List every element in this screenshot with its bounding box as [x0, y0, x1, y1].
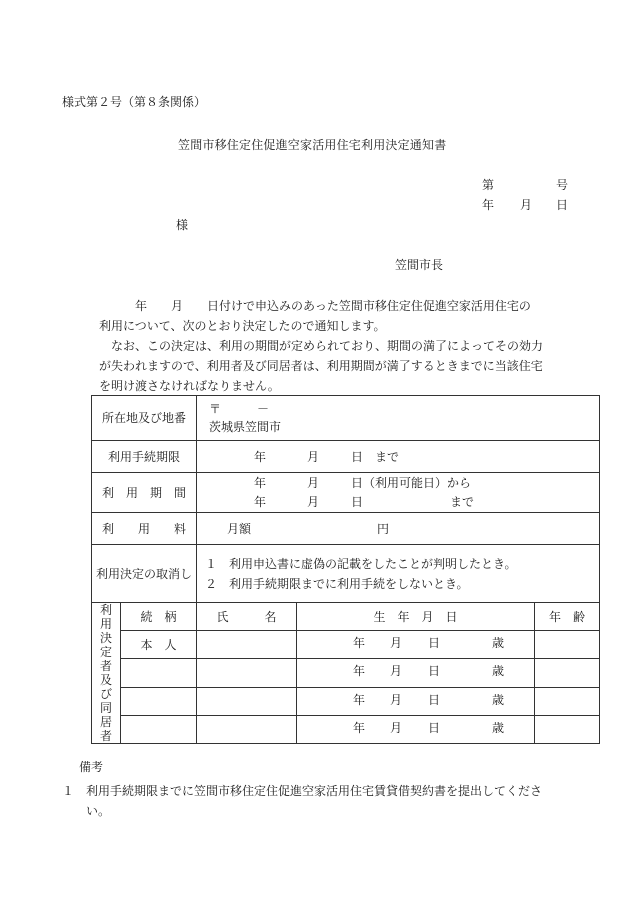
residents-side-label: [92, 603, 121, 744]
issuer: 笠間市長: [395, 258, 444, 272]
period-end-month: 月: [307, 495, 320, 509]
side-char: 同: [99, 701, 112, 715]
location-value: [197, 396, 600, 441]
cancel-condition-1: １ 利用申込書に虚偽の記載をしたことが判明したとき。: [205, 556, 517, 571]
location-label: 所在地及び地番: [92, 396, 197, 441]
birth-month: 月: [390, 664, 403, 679]
residents-header-row: [92, 603, 600, 631]
location-row: [92, 396, 600, 441]
age-unit: 歳: [492, 664, 505, 679]
side-char: び: [99, 687, 112, 701]
birthdate-cell: [297, 687, 535, 715]
period-end-day: 日: [351, 495, 364, 509]
table-row: [92, 687, 600, 715]
side-char: 決: [99, 631, 112, 645]
relation-cell: [121, 715, 197, 743]
age-unit: 歳: [492, 692, 505, 707]
name-cell: [197, 659, 297, 687]
deadline-value: [197, 441, 600, 473]
age-header: 年 齢: [535, 603, 600, 631]
side-char: 居: [99, 715, 112, 729]
address: 茨城県笠間市: [209, 420, 282, 434]
birth-year: 年: [353, 692, 366, 707]
birth-year: 年: [353, 720, 366, 735]
notice-body: [99, 296, 559, 396]
side-char: 定: [99, 645, 112, 659]
doc-number-suffix: 号: [556, 178, 569, 192]
name-cell: [197, 631, 297, 659]
period-value: [197, 473, 600, 513]
side-char: 者: [99, 659, 112, 673]
body-line: を明け渡さなければなりません。: [99, 379, 280, 393]
remarks-cell: [535, 715, 600, 743]
postal-code: 〒 －: [209, 402, 270, 416]
period-start-day: 日（利用可能日）から: [351, 476, 472, 490]
deadline-month: 月: [307, 450, 320, 464]
notes-heading: 備考: [79, 760, 104, 774]
side-char: 者: [99, 729, 112, 743]
body-line: なお、この決定は、利用の期間が定められており、期間の満了によってその効力: [99, 339, 544, 353]
side-char: 及: [99, 673, 112, 687]
period-start-year: 年: [254, 476, 267, 490]
fee-monthly: 月額: [227, 522, 252, 536]
birth-month: 月: [390, 692, 403, 707]
birth-day: 日: [428, 664, 441, 679]
note-item-1: [62, 781, 542, 821]
deadline-day: 日 まで: [351, 450, 400, 464]
birth-year: 年: [353, 636, 366, 651]
cancel-conditions: [197, 545, 600, 603]
birth-year: 年: [353, 664, 366, 679]
body-line: 利用について、次のとおり決定したので通知します。: [99, 319, 386, 333]
birth-month: 月: [390, 720, 403, 735]
doc-number-prefix: 第: [482, 178, 495, 192]
fee-yen: 円: [377, 522, 390, 536]
decision-table: [91, 395, 600, 744]
birth-day: 日: [428, 692, 441, 707]
birth-day: 日: [428, 720, 441, 735]
issue-date-month: 月: [520, 198, 533, 212]
name-cell: [197, 687, 297, 715]
period-end-until: まで: [450, 495, 475, 509]
table-row: [92, 715, 600, 743]
relation-cell: [121, 659, 197, 687]
table-row: [92, 659, 600, 687]
fee-label: 利 用 料: [92, 513, 197, 545]
issue-date-year: 年: [482, 198, 495, 212]
name-cell: [197, 715, 297, 743]
remarks-cell: [535, 659, 600, 687]
birthdate-cell: [297, 631, 535, 659]
cancel-condition-2: ２ 利用手続期限までに利用手続をしないとき。: [205, 576, 469, 591]
birth-day: 日: [428, 636, 441, 651]
age-unit: 歳: [492, 636, 505, 651]
period-start-month: 月: [307, 476, 320, 490]
name-header: 氏 名: [197, 603, 297, 631]
side-char: 用: [99, 617, 112, 631]
table-row: [92, 631, 600, 659]
deadline-year: 年: [254, 450, 267, 464]
document-title: 笠間市移住定住促進空家活用住宅利用決定通知書: [178, 138, 447, 152]
deadline-label: 利用手続期限: [92, 441, 197, 473]
birth-month: 月: [390, 636, 403, 651]
age-unit: 歳: [492, 720, 505, 735]
issue-date-day: 日: [556, 198, 569, 212]
addressee-suffix: 様: [176, 218, 189, 232]
period-end-year: 年: [254, 495, 267, 509]
birthdate-cell: [297, 659, 535, 687]
fee-value: [197, 513, 600, 545]
relation-header: 続 柄: [121, 603, 197, 631]
form-number: 様式第２号（第８条関係）: [62, 95, 207, 109]
cancel-row: [92, 545, 600, 603]
period-row: [92, 473, 600, 513]
period-label: 利 用 期 間: [92, 473, 197, 513]
body-line: 年 月 日付けで申込みのあった笠間市移住定住促進空家活用住宅の: [99, 299, 531, 313]
relation-cell: 本 人: [121, 631, 197, 659]
body-line: が失われますので、利用者及び同居者は、利用期間が満了するときまでに当該住宅: [99, 359, 543, 373]
fee-row: [92, 513, 600, 545]
note-line: １ 利用手続期限までに笠間市移住定住促進空家活用住宅賃貸借契約書を提出してくださ: [62, 784, 543, 798]
birthdate-header: 生 年 月 日: [297, 603, 535, 631]
cancel-label: 利用決定の取消し: [92, 545, 197, 603]
birthdate-cell: [297, 715, 535, 743]
note-line: い。: [62, 804, 111, 818]
remarks-cell: [535, 687, 600, 715]
remarks-cell: [535, 631, 600, 659]
relation-cell: [121, 687, 197, 715]
side-char: 利: [99, 603, 112, 617]
deadline-row: [92, 441, 600, 473]
